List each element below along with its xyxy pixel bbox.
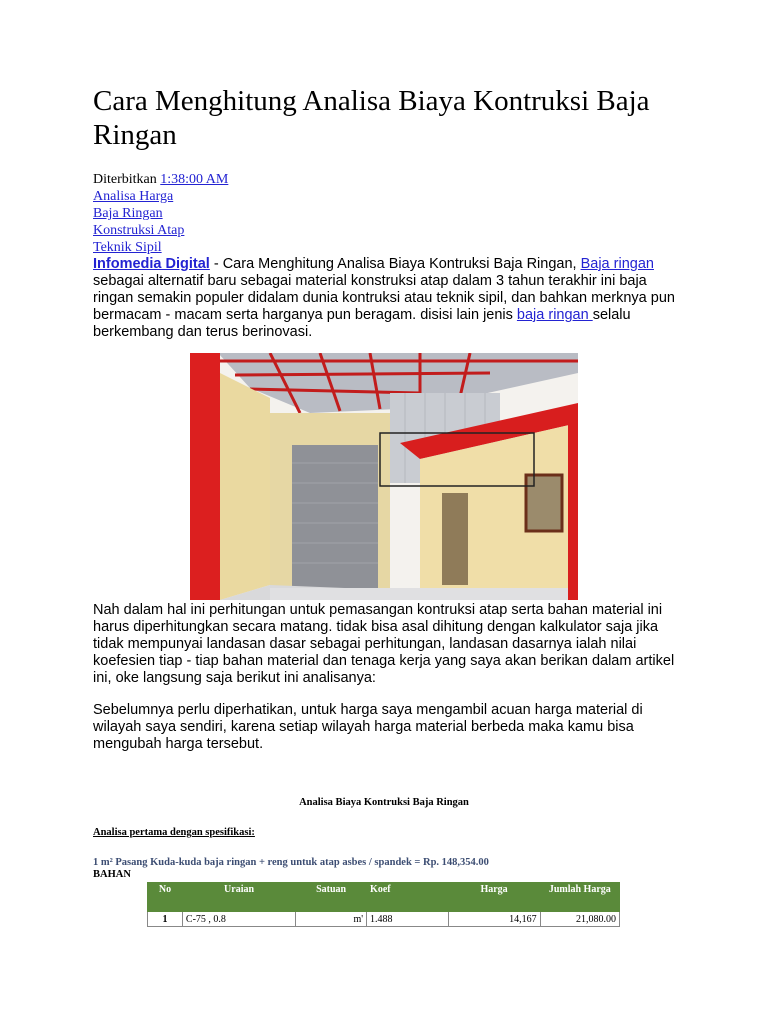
- item-line: 1 m² Pasang Kuda-kuda baja ringan + reng untuk atap asbes / spandek = Rp. 148,354.00: [93, 857, 489, 868]
- brand-link[interactable]: Infomedia Digital: [93, 256, 210, 272]
- baja-ringan-link-2[interactable]: baja ringan: [516, 307, 593, 323]
- header-koef: Koef: [367, 883, 448, 912]
- post-meta: [93, 171, 228, 256]
- warehouse-illustration: [190, 353, 578, 600]
- paragraph-2: Nah dalam hal ini perhitungan untuk pemasangan kontruksi atap serta bahan material ini harus diperhitungkan secara matang. tidak bisa asal dihitung dengan kalkulator saja jika tidak mempunyai landasan dasar sebagai perhitungan, landasan dasarnya ialah nilai koefesien tiap - tiap bahan material dan tenaga kerja yang saya akan berikan dalam artikel ini, oke langsung saja berikut ini analisanya:: [93, 602, 675, 686]
- cell-no: 1: [148, 912, 183, 927]
- published-label: Diterbitkan: [93, 172, 157, 187]
- baja-ringan-link-1[interactable]: Baja ringan: [580, 256, 654, 272]
- header-harga: Harga: [448, 883, 540, 912]
- spec-heading: Analisa pertama dengan spesifikasi:: [93, 827, 255, 838]
- table-row: [148, 912, 620, 927]
- published-time-link[interactable]: 1:38:00 AM: [160, 172, 229, 187]
- paragraph-3: Sebelumnya perlu diperhatikan, untuk harga saya mengambil acuan harga material di wilayah saya sendiri, karena setiap wilayah harga material berbeda maka kamu bisa mengubah harga tersebut.: [93, 702, 643, 752]
- cost-table: [147, 882, 620, 927]
- table-header-row: [148, 883, 620, 912]
- label-link-teknik-sipil[interactable]: Teknik Sipil: [93, 240, 162, 255]
- intro-text-3: selalu berkembang dan terus berinovasi.: [93, 307, 631, 340]
- published-line: [93, 171, 228, 188]
- intro-paragraph: [93, 256, 683, 341]
- bahan-label: BAHAN: [93, 869, 131, 880]
- cell-satuan: m': [296, 912, 367, 927]
- label-link-baja-ringan[interactable]: Baja Ringan: [93, 206, 163, 221]
- analysis-title: Analisa Biaya Kontruksi Baja Ringan: [299, 797, 469, 808]
- cell-jumlah-harga: 21,080.00: [540, 912, 619, 927]
- cell-harga: 14,167: [448, 912, 540, 927]
- cell-uraian: C-75 , 0.8: [182, 912, 295, 927]
- intro-text-1: - Cara Menghitung Analisa Biaya Kontruksi Baja Ringan,: [209, 256, 581, 272]
- header-satuan: Satuan: [296, 883, 367, 912]
- header-uraian: Uraian: [182, 883, 295, 912]
- intro-text-2: sebagai alternatif baru sebagai material konstruksi atap dalam 3 tahun terakhir ini baja ringan semakin populer didalam dunia kontruksi atau teknik sipil, dan bahkan merknya pun bermacam - macam serta harganya pun beragam. disisi lain jenis: [93, 273, 675, 323]
- page-title: Cara Menghitung Analisa Biaya Kontruksi Baja Ringan: [93, 85, 650, 151]
- label-link-konstruksi-atap[interactable]: Konstruksi Atap: [93, 223, 185, 238]
- cell-koef: 1.488: [367, 912, 448, 927]
- header-no: No: [148, 883, 183, 912]
- roof-construction-photo: [190, 353, 578, 600]
- label-link-analisa-harga[interactable]: Analisa Harga: [93, 189, 174, 204]
- header-jumlah-harga: Jumlah Harga: [540, 883, 619, 912]
